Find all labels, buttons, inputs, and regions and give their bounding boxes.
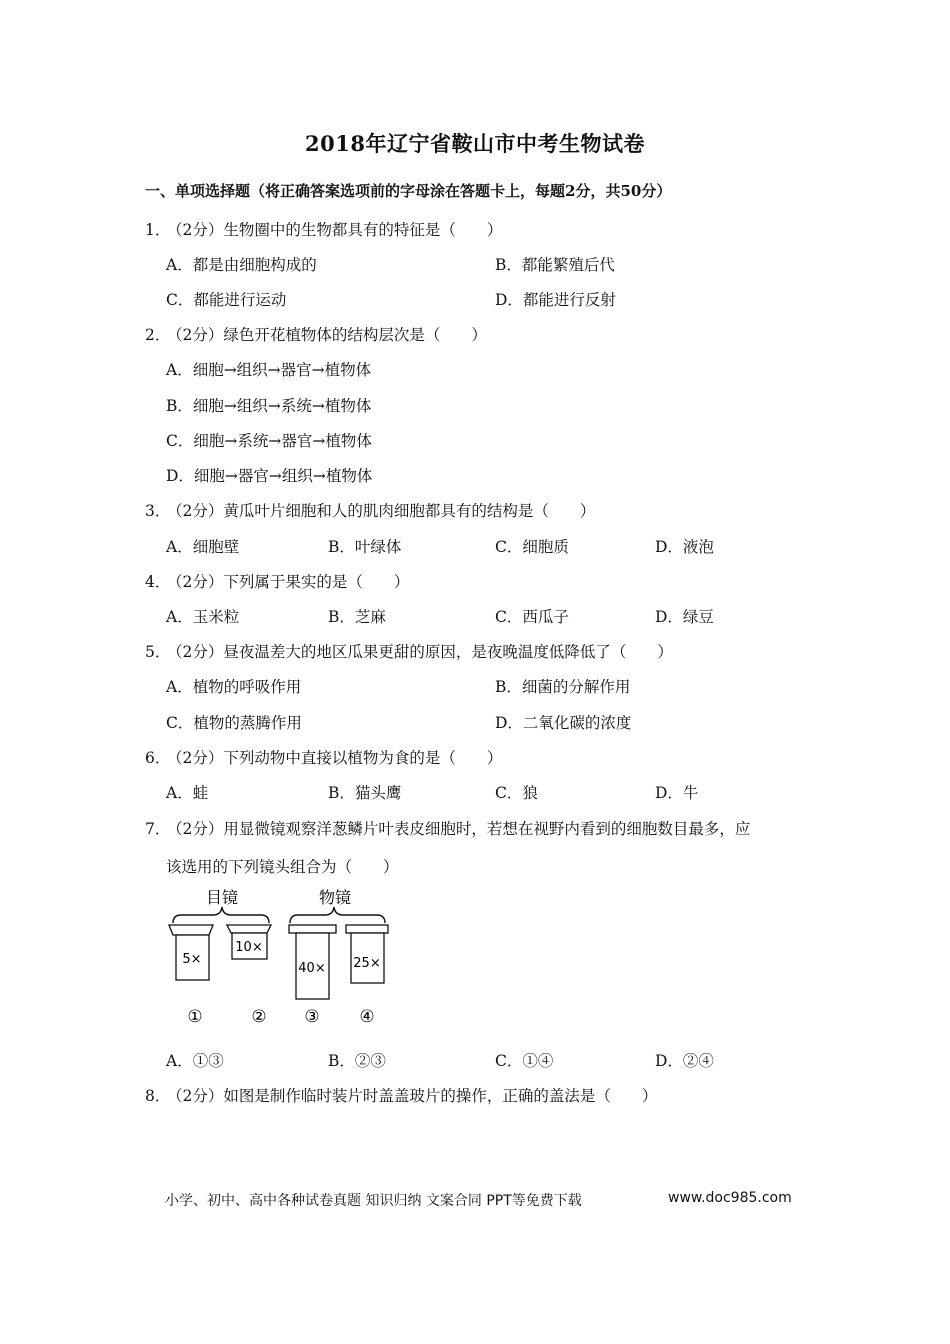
q1-option-d: D．都能进行反射 [495, 291, 616, 309]
q3-option-d: D．液泡 [655, 538, 714, 556]
lens-2-eyepiece [227, 925, 271, 959]
q1-option-c: C．都能进行运动 [166, 291, 287, 309]
q7-option-d: D．②④ [655, 1052, 714, 1070]
q6-option-a: A．蛙 [166, 784, 209, 802]
q5-option-c: C．植物的蒸腾作用 [166, 714, 302, 732]
question-6: 6．（2分）下列动物中直接以植物为食的是（ ） [145, 749, 503, 767]
question-5: 5．（2分）昼夜温差大的地区瓜果更甜的原因，是夜晚温度低降低了（ ） [145, 643, 673, 661]
q2-option-c: C．细胞→系统→器官→植物体 [166, 432, 372, 450]
q4-option-a: A．玉米粒 [166, 608, 240, 626]
q1-option-b: B．都能繁殖后代 [495, 256, 615, 274]
q2-option-d: D．细胞→器官→组织→植物体 [166, 467, 373, 485]
q3-option-b: B．叶绿体 [328, 538, 402, 556]
question-7: 7．（2分）用显微镜观察洋葱鳞片叶表皮细胞时，若想在视野内看到的细胞数目最多，应 [145, 820, 751, 838]
q5-option-b: B．细菌的分解作用 [495, 678, 631, 696]
q5-option-d: D．二氧化碳的浓度 [495, 714, 632, 732]
eyepiece-label: 目镜 [205, 888, 239, 907]
q3-option-a: A．细胞壁 [166, 538, 240, 556]
question-2: 2．（2分）绿色开花植物体的结构层次是（ ） [145, 326, 487, 344]
footer-text: 小学、初中、高中各种试卷真题 知识归纳 文案合同 PPT等免费下载 [165, 1193, 582, 1209]
question-3: 3．（2分）黄瓜叶片细胞和人的肌肉细胞都具有的结构是（ ） [145, 502, 596, 520]
q1-option-a: A．都是由细胞构成的 [166, 256, 317, 274]
svg-text:25×: 25× [353, 956, 381, 971]
q2-option-b: B．细胞→组织→系统→植物体 [166, 397, 372, 415]
question-7-continuation: 该选用的下列镜头组合为（ ） [166, 858, 399, 876]
svg-text:10×: 10× [235, 940, 263, 955]
question-8: 8．（2分）如图是制作临时装片时盖盖玻片的操作，正确的盖法是（ ） [145, 1087, 658, 1105]
q4-option-d: D．绿豆 [655, 608, 714, 626]
lens-number-4: ④ [359, 1007, 375, 1027]
microscope-lens-figure [165, 885, 395, 1030]
q6-option-d: D．牛 [655, 784, 699, 802]
lens-4-objective [346, 925, 388, 983]
q6-option-b: B．猫头鹰 [328, 784, 402, 802]
svg-text:40×: 40× [298, 961, 326, 976]
q6-option-c: C．狼 [495, 784, 538, 802]
section-heading: 一、单项选择题（将正确答案选项前的字母涂在答题卡上，每题2分，共50分） [145, 182, 672, 200]
q3-option-c: C．细胞质 [495, 538, 569, 556]
question-1: 1．（2分）生物圈中的生物都具有的特征是（ ） [145, 221, 503, 239]
lens-number-3: ③ [304, 1007, 320, 1027]
q7-option-a: A．①③ [166, 1052, 224, 1070]
eyepiece-brace [173, 907, 269, 923]
objective-label: 物镜 [318, 888, 352, 907]
q7-option-c: C．①④ [495, 1052, 554, 1070]
q7-option-b: B．②③ [328, 1052, 386, 1070]
lens-3-objective [289, 925, 336, 999]
lens-number-1: ① [187, 1007, 203, 1027]
svg-text:5×: 5× [182, 952, 202, 967]
q5-option-a: A．植物的呼吸作用 [166, 678, 302, 696]
page-title: 2018年辽宁省鞍山市中考生物试卷 [305, 131, 645, 156]
lens-1-eyepiece [169, 925, 213, 980]
q4-option-c: C．西瓜子 [495, 608, 569, 626]
question-4: 4．（2分）下列属于果实的是（ ） [145, 573, 410, 591]
q4-option-b: B．芝麻 [328, 608, 386, 626]
q2-option-a: A．细胞→组织→器官→植物体 [166, 361, 372, 379]
lens-number-2: ② [251, 1007, 267, 1027]
objective-brace [290, 907, 385, 923]
footer-url[interactable]: www.doc985.com [668, 1190, 792, 1206]
